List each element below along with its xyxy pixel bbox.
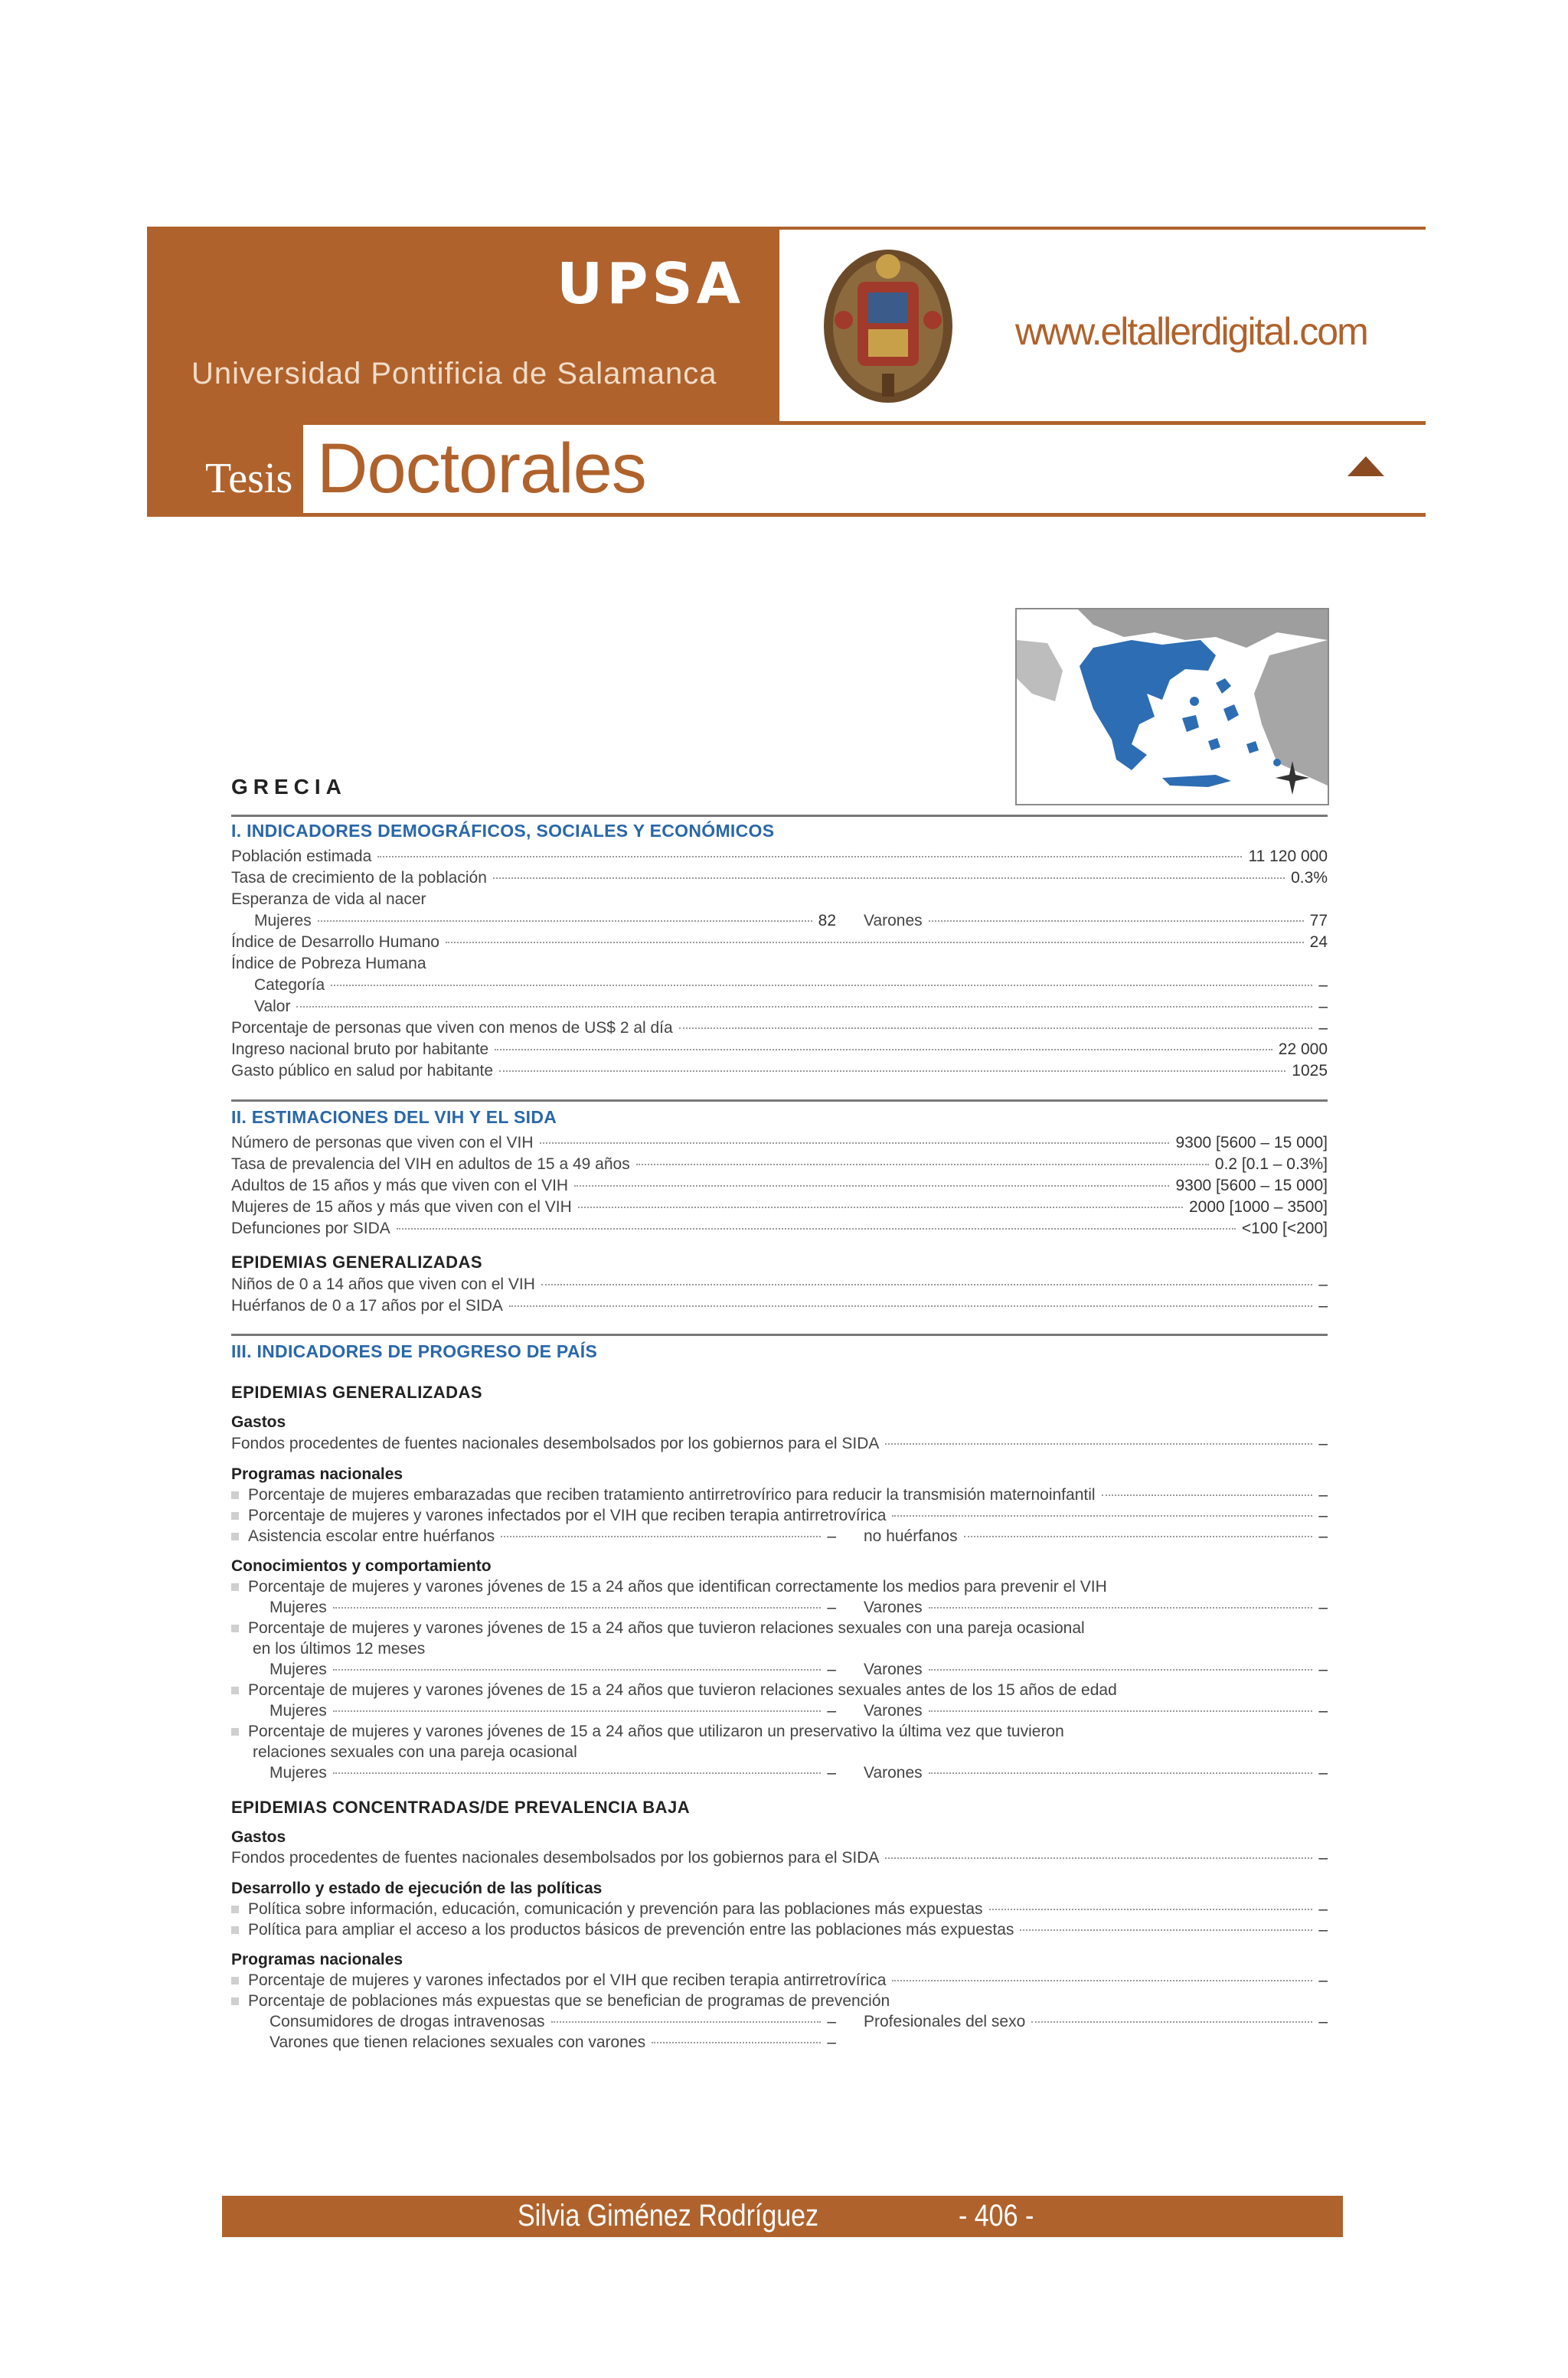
header-bottom-rule (147, 513, 1426, 517)
c2-mujeres-row: Mujeres – (270, 1661, 836, 1678)
personas-vih-row: Número de personas que viven con el VIH 9300 [5600 – 15 000] (231, 1134, 1328, 1151)
university-name: Universidad Pontificia de Salamanca (191, 357, 717, 390)
politica-2-row: Política para ampliar el acceso a los productos básicos de prevención entre las poblaciones más expuestas – (231, 1921, 1328, 1941)
country-title: GRECIA (231, 775, 347, 799)
huerfanos-row: Huérfanos de 0 a 17 años por el SIDA – (231, 1297, 1328, 1315)
desarrollo-heading: Desarrollo y estado de ejecución de las políticas (231, 1880, 603, 1897)
tesis-label: Tesis (205, 455, 293, 502)
gen-epidemias-heading: EPIDEMIAS GENERALIZADAS (231, 1383, 483, 1402)
programas-heading: Programas nacionales (231, 1465, 403, 1483)
brand-title: UPSA (557, 251, 744, 317)
footer-page-number: - 406 - (959, 2199, 1034, 2233)
conocimiento-4-row: Porcentaje de mujeres y varones jóvenes de 15 a 24 años que utilizaron un preservativo la última vez que tuvieron (231, 1723, 1328, 1743)
conocimiento-3-row: Porcentaje de mujeres y varones jóvenes de 15 a 24 años que tuvieron relaciones sexuales antes de los 15 años de edad (231, 1681, 1328, 1701)
varones-row: Varones 77 (864, 912, 1328, 929)
asistencia-row: Asistencia escolar entre huérfanos – (231, 1527, 836, 1547)
conocimiento-2-row: Porcentaje de mujeres y varones jóvenes de 15 a 24 años que tuvieron relaciones sexuales con una pareja ocasional (231, 1619, 1328, 1639)
c4-varones-row: Varones – (864, 1764, 1328, 1782)
header-top-rule (779, 227, 1426, 230)
c1-varones-row: Varones – (864, 1599, 1328, 1616)
ipm-row: Índice de Pobreza Humana (231, 955, 426, 972)
fondos-2-row: Fondos procedentes de fuentes nacionales desembolsados por los gobiernos para el SIDA – (231, 1849, 1328, 1867)
categoria-row: Categoría – (254, 976, 1328, 994)
tesis-box (147, 425, 303, 513)
footer-bar (222, 2196, 1343, 2237)
c3-varones-row: Varones – (864, 1702, 1328, 1720)
section1-rule (231, 815, 1328, 817)
mujeres-row: Mujeres 82 (254, 912, 836, 929)
epidemias-generalizadas-heading: EPIDEMIAS GENERALIZADAS (231, 1253, 483, 1272)
politica-1-row: Política sobre información, educación, comunicación y prevención para las poblaciones más expuestas – (231, 1900, 1328, 1920)
c1-mujeres-row: Mujeres – (270, 1599, 836, 1616)
section3-title: III. INDICADORES DE PROGRESO DE PAÍS (231, 1341, 598, 1361)
poblacion-row: Población estimada 11 120 000 (231, 848, 1328, 865)
mujeres-vih-row: Mujeres de 15 años y más que viven con el VIH 2000 [1000 – 3500] (231, 1198, 1328, 1216)
c2-varones-row: Varones – (864, 1661, 1328, 1678)
prevalencia-row: Tasa de prevalencia del VIH en adultos de 15 a 49 años 0.2 [0.1 – 0.3%] (231, 1155, 1328, 1173)
c4-mujeres-row: Mujeres – (270, 1764, 836, 1782)
idh-row: Índice de Desarrollo Humano 24 (231, 933, 1328, 951)
consumidores-row: Consumidores de drogas intravenosas – (270, 2013, 836, 2030)
conocimientos-heading: Conocimientos y comportamiento (231, 1557, 492, 1575)
conocimiento-4b-row: relaciones sexuales con una pareja ocasional (253, 1743, 577, 1761)
header-mid-rule (147, 421, 1426, 425)
doctorales-title: Doctorales (317, 430, 646, 508)
gastos-heading: Gastos (231, 1413, 286, 1431)
adultos-vih-row: Adultos de 15 años y más que viven con el VIH 9300 [5600 – 15 000] (231, 1177, 1328, 1194)
section2-title: II. ESTIMACIONES DEL VIH Y EL SIDA (231, 1107, 557, 1127)
section3-rule (231, 1334, 1328, 1336)
university-seal-icon (813, 243, 963, 409)
section2-rule (231, 1099, 1328, 1102)
profesionales-row: Profesionales del sexo – (864, 2013, 1328, 2030)
gasto-row: Gasto público en salud por habitante 1025 (231, 1062, 1328, 1080)
conocimiento-2b-row: en los últimos 12 meses (253, 1640, 426, 1658)
no-huerfanos-row: no huérfanos – (864, 1527, 1328, 1545)
poblaciones-row: Porcentaje de poblaciones más expuestas que se benefician de programas de prevención (231, 1992, 1328, 2012)
crecimiento-row: Tasa de crecimiento de la población 0.3% (231, 869, 1328, 887)
programas-2-heading: Programas nacionales (231, 1951, 403, 1968)
pobreza-row: Porcentaje de personas que viven con menos de US$ 2 al día – (231, 1019, 1328, 1037)
conocimiento-1-row: Porcentaje de mujeres y varones jóvenes de 15 a 24 años que identifican correctamente los medios para prevenir el VIH (231, 1578, 1328, 1598)
hsh-row: Varones que tienen relaciones sexuales con varones – (270, 2033, 836, 2051)
defunciones-row: Defunciones por SIDA <100 [<200] (231, 1220, 1328, 1237)
header-banner (147, 227, 1426, 518)
footer-author: Silvia Giménez Rodríguez (518, 2199, 819, 2233)
infectados-row: Porcentaje de mujeres y varones infectados por el VIH que reciben terapia antirretrovírica – (231, 1507, 1328, 1527)
ninos-vih-row: Niños de 0 a 14 años que viven con el VIH – (231, 1276, 1328, 1293)
section1-title: I. INDICADORES DEMOGRÁFICOS, SOCIALES Y ECONÓMICOS (231, 821, 775, 841)
ingreso-row: Ingreso nacional bruto por habitante 22 000 (231, 1040, 1328, 1058)
esperanza-row: Esperanza de vida al nacer (231, 890, 426, 908)
concentradas-heading: EPIDEMIAS CONCENTRADAS/DE PREVALENCIA BAJA (231, 1798, 691, 1817)
c3-mujeres-row: Mujeres – (270, 1702, 836, 1720)
embarazadas-row: Porcentaje de mujeres embarazadas que reciben tratamiento antirretrovírico para reducir la transmisión maternoinfantil – (231, 1486, 1328, 1506)
scroll-up-arrow-icon[interactable] (1348, 456, 1384, 476)
gastos-2-heading: Gastos (231, 1828, 286, 1846)
website-link[interactable]: www.eltallerdigital.com (1015, 310, 1367, 353)
fondos-row: Fondos procedentes de fuentes nacionales desembolsados por los gobiernos para el SIDA – (231, 1435, 1328, 1452)
valor-row: Valor – (254, 998, 1328, 1015)
infectados-2-row: Porcentaje de mujeres y varones infectados por el VIH que reciben terapia antirretrovírica – (231, 1971, 1328, 1991)
upsa-brand-box (147, 227, 779, 421)
